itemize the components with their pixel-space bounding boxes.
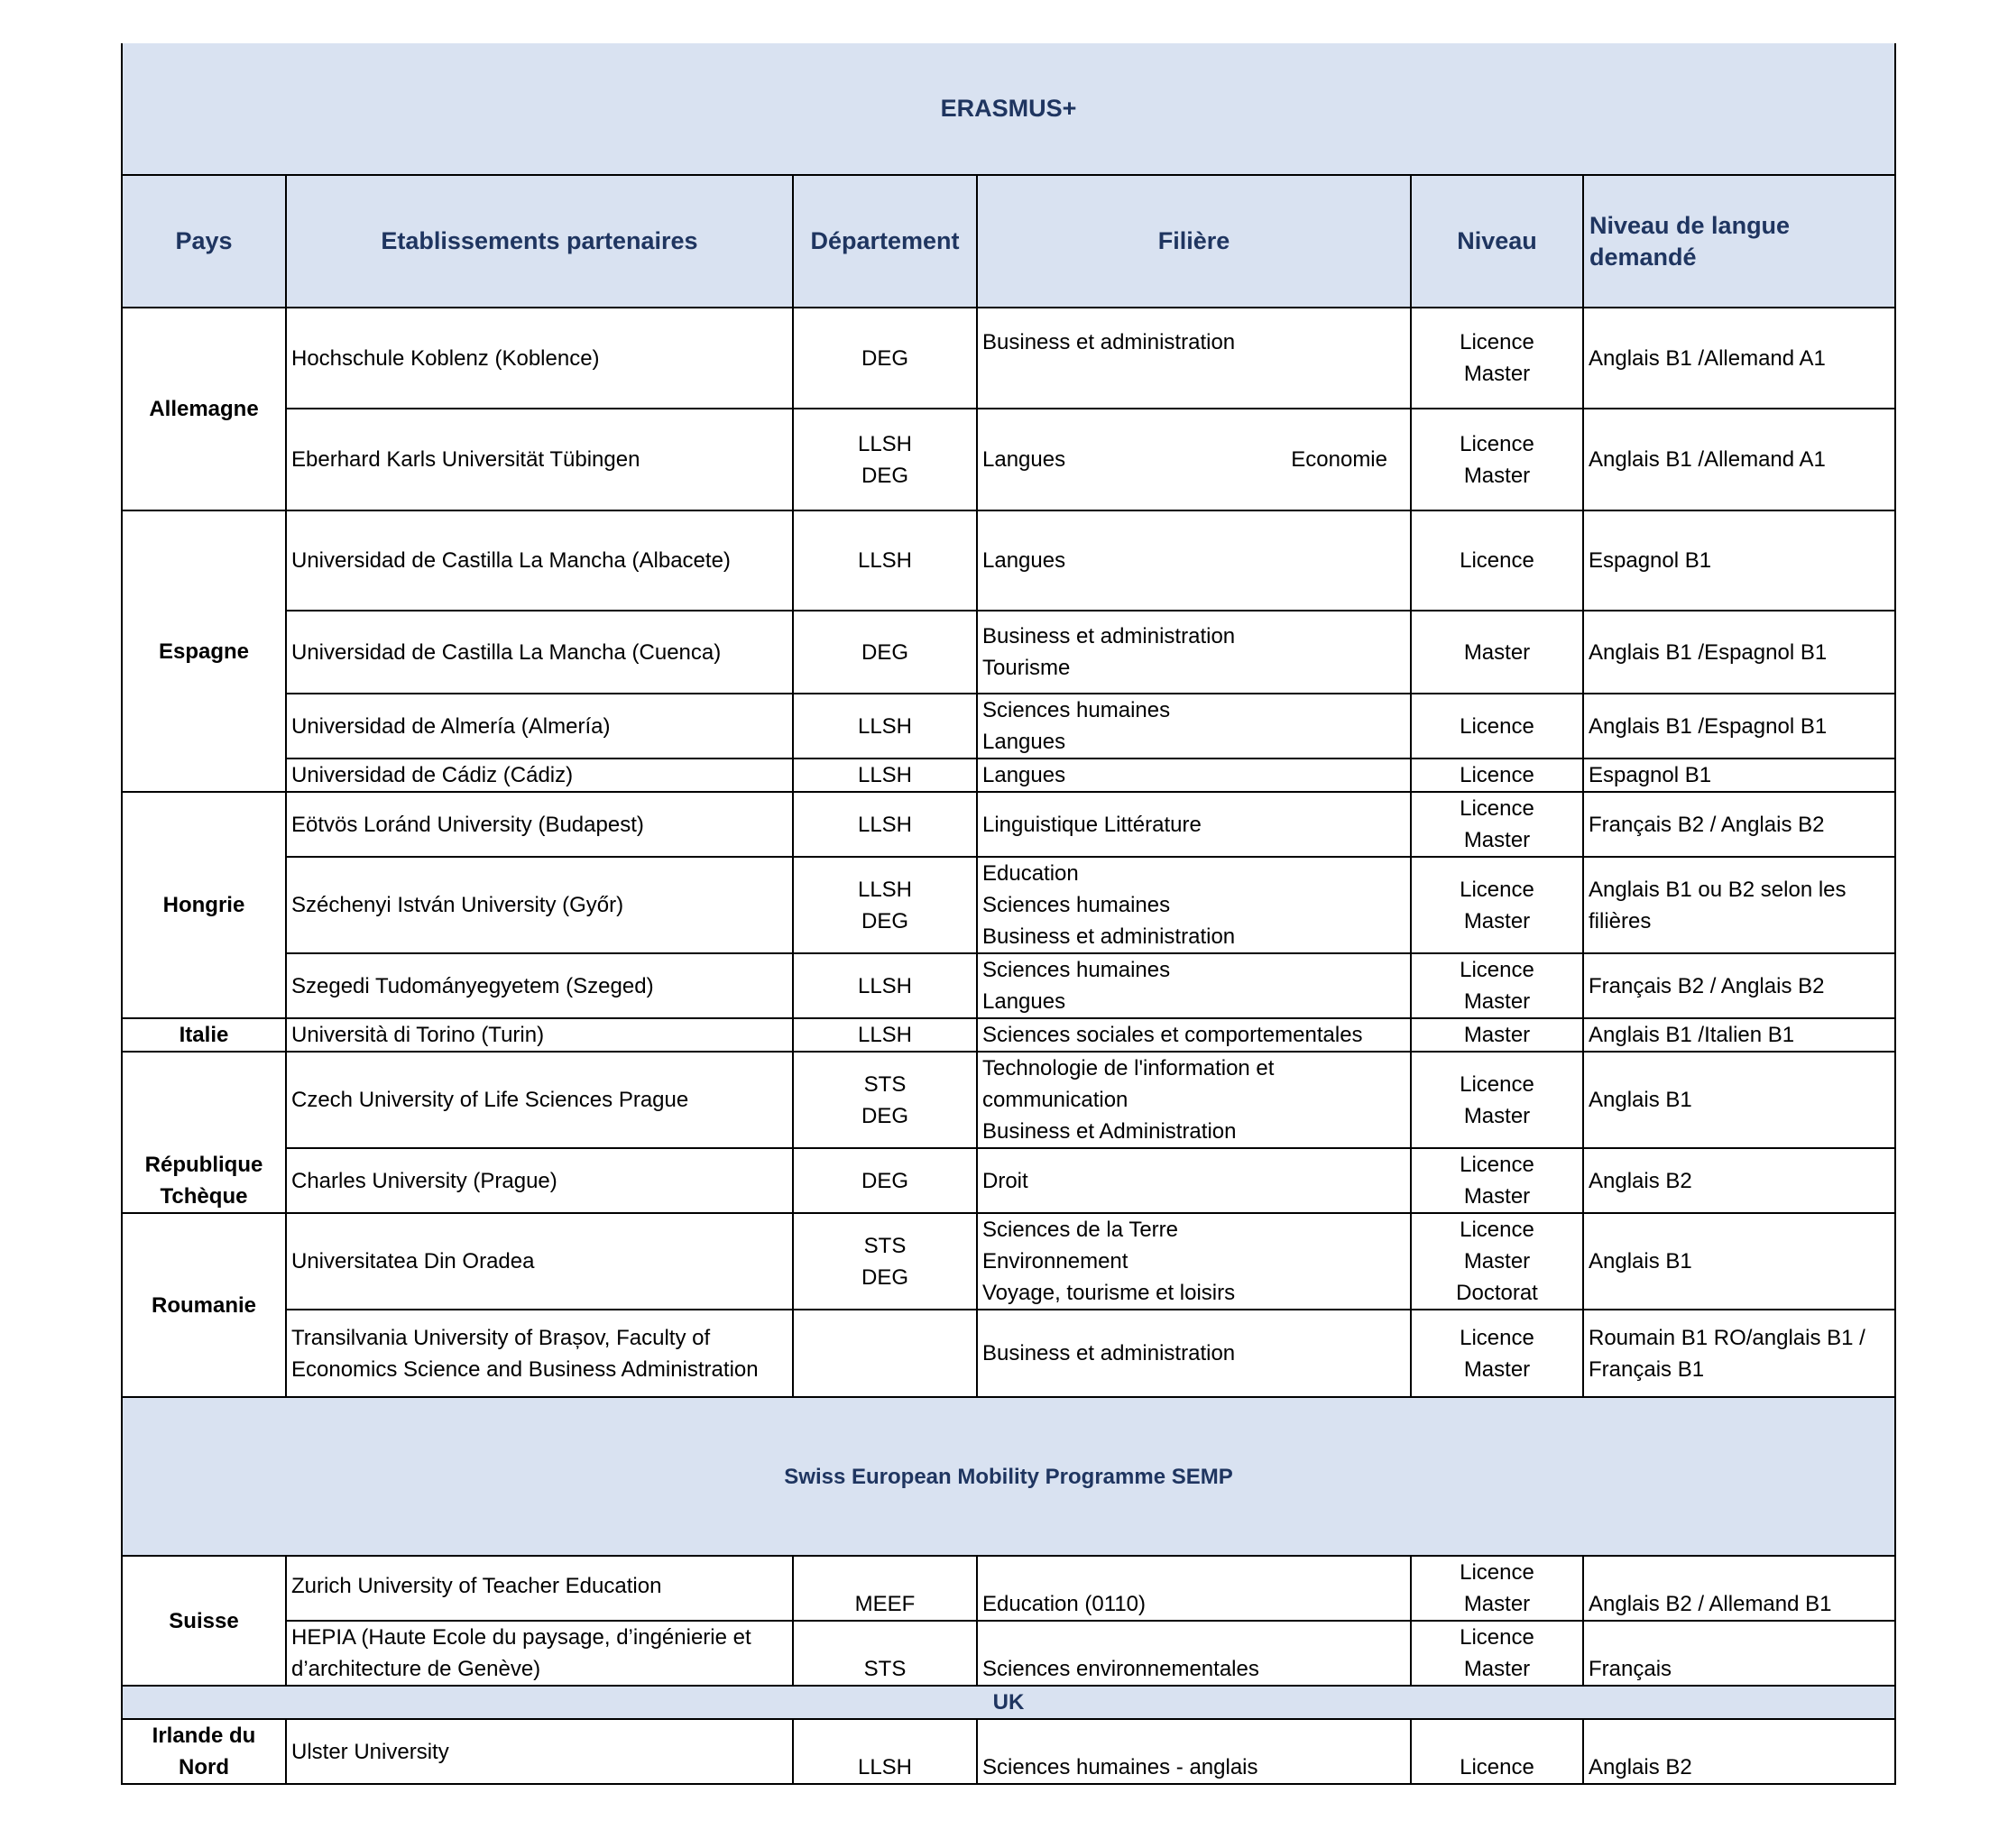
departement: LLSH bbox=[793, 694, 977, 759]
departement: STS DEG bbox=[793, 1052, 977, 1148]
niveau: Licence Master bbox=[1411, 1310, 1583, 1397]
niveau-langue: Roumain B1 RO/anglais B1 / Français B1 bbox=[1583, 1310, 1895, 1397]
table-row bbox=[122, 510, 1895, 611]
country-suisse: Suisse bbox=[122, 1556, 286, 1686]
table-row bbox=[122, 792, 1895, 857]
table-row bbox=[122, 409, 1895, 510]
niveau: Licence bbox=[1411, 510, 1583, 611]
header-row bbox=[122, 175, 1895, 308]
etablissement: Széchenyi István University (Győr) bbox=[286, 857, 793, 953]
niveau: Licence Master bbox=[1411, 1556, 1583, 1621]
departement: DEG bbox=[793, 1148, 977, 1213]
niveau: Licence bbox=[1411, 759, 1583, 792]
filiere: Business et administration Tourisme bbox=[977, 611, 1411, 694]
table-row bbox=[122, 953, 1895, 1018]
etablissement: Eötvös Loránd University (Budapest) bbox=[286, 792, 793, 857]
departement bbox=[793, 1310, 977, 1397]
col-niveau-langue: Niveau de langue demandé bbox=[1583, 175, 1895, 308]
niveau-langue: Français bbox=[1583, 1621, 1895, 1686]
niveau-langue: Anglais B1 /Allemand A1 bbox=[1583, 308, 1895, 409]
niveau: Master bbox=[1411, 611, 1583, 694]
etablissement: Transilvania University of Brașov, Faculty of Economics Science and Business Administration bbox=[286, 1310, 793, 1397]
departement: LLSH bbox=[793, 1719, 977, 1784]
country-republique-tcheque: République Tchèque bbox=[122, 1052, 286, 1213]
table-row bbox=[122, 1213, 1895, 1310]
niveau-langue: Anglais B1 /Espagnol B1 bbox=[1583, 694, 1895, 759]
filiere: Business et administration bbox=[977, 1310, 1411, 1397]
niveau-langue: Anglais B2 bbox=[1583, 1719, 1895, 1784]
niveau-langue: Anglais B1 ou B2 selon les filières bbox=[1583, 857, 1895, 953]
etablissement: HEPIA (Haute Ecole du paysage, d’ingénierie et d’architecture de Genève) bbox=[286, 1621, 793, 1686]
filiere: Sciences sociales et comportementales bbox=[977, 1018, 1411, 1052]
etablissement: Czech University of Life Sciences Prague bbox=[286, 1052, 793, 1148]
filiere: Business et administration bbox=[977, 308, 1411, 409]
departement: LLSH DEG bbox=[793, 857, 977, 953]
niveau: Licence Master bbox=[1411, 1621, 1583, 1686]
table-row bbox=[122, 308, 1895, 409]
table-row bbox=[122, 1148, 1895, 1213]
niveau: Licence Master bbox=[1411, 857, 1583, 953]
filiere: Linguistique Littérature bbox=[977, 792, 1411, 857]
niveau: Licence Master bbox=[1411, 1052, 1583, 1148]
uk-title: UK bbox=[122, 1686, 1895, 1719]
departement: LLSH bbox=[793, 792, 977, 857]
niveau-langue: Anglais B1 /Espagnol B1 bbox=[1583, 611, 1895, 694]
departement: STS bbox=[793, 1621, 977, 1686]
country-irlande-du-nord: Irlande du Nord bbox=[122, 1719, 286, 1784]
filiere-economie: Economie bbox=[1291, 447, 1387, 472]
niveau-langue: Anglais B1 bbox=[1583, 1052, 1895, 1148]
departement: LLSH bbox=[793, 510, 977, 611]
uk-band bbox=[122, 1686, 1895, 1719]
table-row bbox=[122, 1621, 1895, 1686]
etablissement: Szegedi Tudományegyetem (Szeged) bbox=[286, 953, 793, 1018]
etablissement: Charles University (Prague) bbox=[286, 1148, 793, 1213]
erasmus-title: ERASMUS+ bbox=[122, 43, 1895, 175]
erasmus-band bbox=[122, 43, 1895, 175]
country-hongrie: Hongrie bbox=[122, 792, 286, 1018]
niveau-langue: Français B2 / Anglais B2 bbox=[1583, 792, 1895, 857]
etablissement: Universidad de Castilla La Mancha (Cuenca) bbox=[286, 611, 793, 694]
semp-title: Swiss European Mobility Programme SEMP bbox=[122, 1397, 1895, 1556]
table-row bbox=[122, 611, 1895, 694]
niveau-langue: Anglais B1 /Italien B1 bbox=[1583, 1018, 1895, 1052]
departement: LLSH DEG bbox=[793, 409, 977, 510]
departement: LLSH bbox=[793, 1018, 977, 1052]
table-row bbox=[122, 1018, 1895, 1052]
table-row bbox=[122, 1052, 1895, 1148]
niveau: Licence Master bbox=[1411, 792, 1583, 857]
niveau: Licence Master bbox=[1411, 1148, 1583, 1213]
filiere: Technologie de l'information et communication Business et Administration bbox=[977, 1052, 1411, 1148]
filiere: Droit bbox=[977, 1148, 1411, 1213]
filiere-langues: Langues bbox=[982, 447, 1066, 472]
etablissement: Zurich University of Teacher Education bbox=[286, 1556, 793, 1621]
departement: LLSH bbox=[793, 953, 977, 1018]
table-row bbox=[122, 1719, 1895, 1784]
niveau-langue: Français B2 / Anglais B2 bbox=[1583, 953, 1895, 1018]
col-filiere: Filière bbox=[977, 175, 1411, 308]
filiere: Langues bbox=[977, 510, 1411, 611]
semp-band bbox=[122, 1397, 1895, 1556]
etablissement: Hochschule Koblenz (Koblence) bbox=[286, 308, 793, 409]
niveau-langue: Espagnol B1 bbox=[1583, 759, 1895, 792]
partners-table-container bbox=[121, 43, 1894, 1785]
filiere: Sciences humaines Langues bbox=[977, 953, 1411, 1018]
partners-table bbox=[121, 43, 1896, 1785]
col-departement: Département bbox=[793, 175, 977, 308]
etablissement: Universidad de Almería (Almería) bbox=[286, 694, 793, 759]
table-row bbox=[122, 1556, 1895, 1621]
table-row bbox=[122, 857, 1895, 953]
country-roumanie: Roumanie bbox=[122, 1213, 286, 1397]
etablissement: Universidad de Cádiz (Cádiz) bbox=[286, 759, 793, 792]
niveau: Licence bbox=[1411, 694, 1583, 759]
etablissement: Ulster University bbox=[286, 1719, 793, 1784]
filiere: Education (0110) bbox=[977, 1556, 1411, 1621]
niveau-langue: Anglais B2 bbox=[1583, 1148, 1895, 1213]
niveau: Master bbox=[1411, 1018, 1583, 1052]
niveau: Licence Master bbox=[1411, 409, 1583, 510]
filiere: Langues bbox=[977, 759, 1411, 792]
departement: MEEF bbox=[793, 1556, 977, 1621]
filiere: Sciences humaines - anglais bbox=[977, 1719, 1411, 1784]
table-row bbox=[122, 694, 1895, 759]
niveau-langue: Espagnol B1 bbox=[1583, 510, 1895, 611]
departement: DEG bbox=[793, 611, 977, 694]
niveau-langue: Anglais B1 bbox=[1583, 1213, 1895, 1310]
col-niveau: Niveau bbox=[1411, 175, 1583, 308]
country-italie: Italie bbox=[122, 1018, 286, 1052]
departement: DEG bbox=[793, 308, 977, 409]
niveau: Licence Master bbox=[1411, 953, 1583, 1018]
departement: LLSH bbox=[793, 759, 977, 792]
niveau: Licence Master Doctorat bbox=[1411, 1213, 1583, 1310]
filiere: Sciences de la Terre Environnement Voyage, tourisme et loisirs bbox=[977, 1213, 1411, 1310]
etablissement: Università di Torino (Turin) bbox=[286, 1018, 793, 1052]
filiere: Sciences humaines Langues bbox=[977, 694, 1411, 759]
col-pays: Pays bbox=[122, 175, 286, 308]
departement: STS DEG bbox=[793, 1213, 977, 1310]
country-allemagne: Allemagne bbox=[122, 308, 286, 510]
filiere: Education Sciences humaines Business et administration bbox=[977, 857, 1411, 953]
niveau: Licence Master bbox=[1411, 308, 1583, 409]
etablissement: Universidad de Castilla La Mancha (Albacete) bbox=[286, 510, 793, 611]
filiere bbox=[977, 409, 1411, 510]
niveau-langue: Anglais B1 /Allemand A1 bbox=[1583, 409, 1895, 510]
col-etablissements: Etablissements partenaires bbox=[286, 175, 793, 308]
etablissement: Universitatea Din Oradea bbox=[286, 1213, 793, 1310]
niveau: Licence bbox=[1411, 1719, 1583, 1784]
etablissement: Eberhard Karls Universität Tübingen bbox=[286, 409, 793, 510]
niveau-langue: Anglais B2 / Allemand B1 bbox=[1583, 1556, 1895, 1621]
filiere: Sciences environnementales bbox=[977, 1621, 1411, 1686]
country-espagne: Espagne bbox=[122, 510, 286, 792]
table-row bbox=[122, 759, 1895, 792]
table-row bbox=[122, 1310, 1895, 1397]
